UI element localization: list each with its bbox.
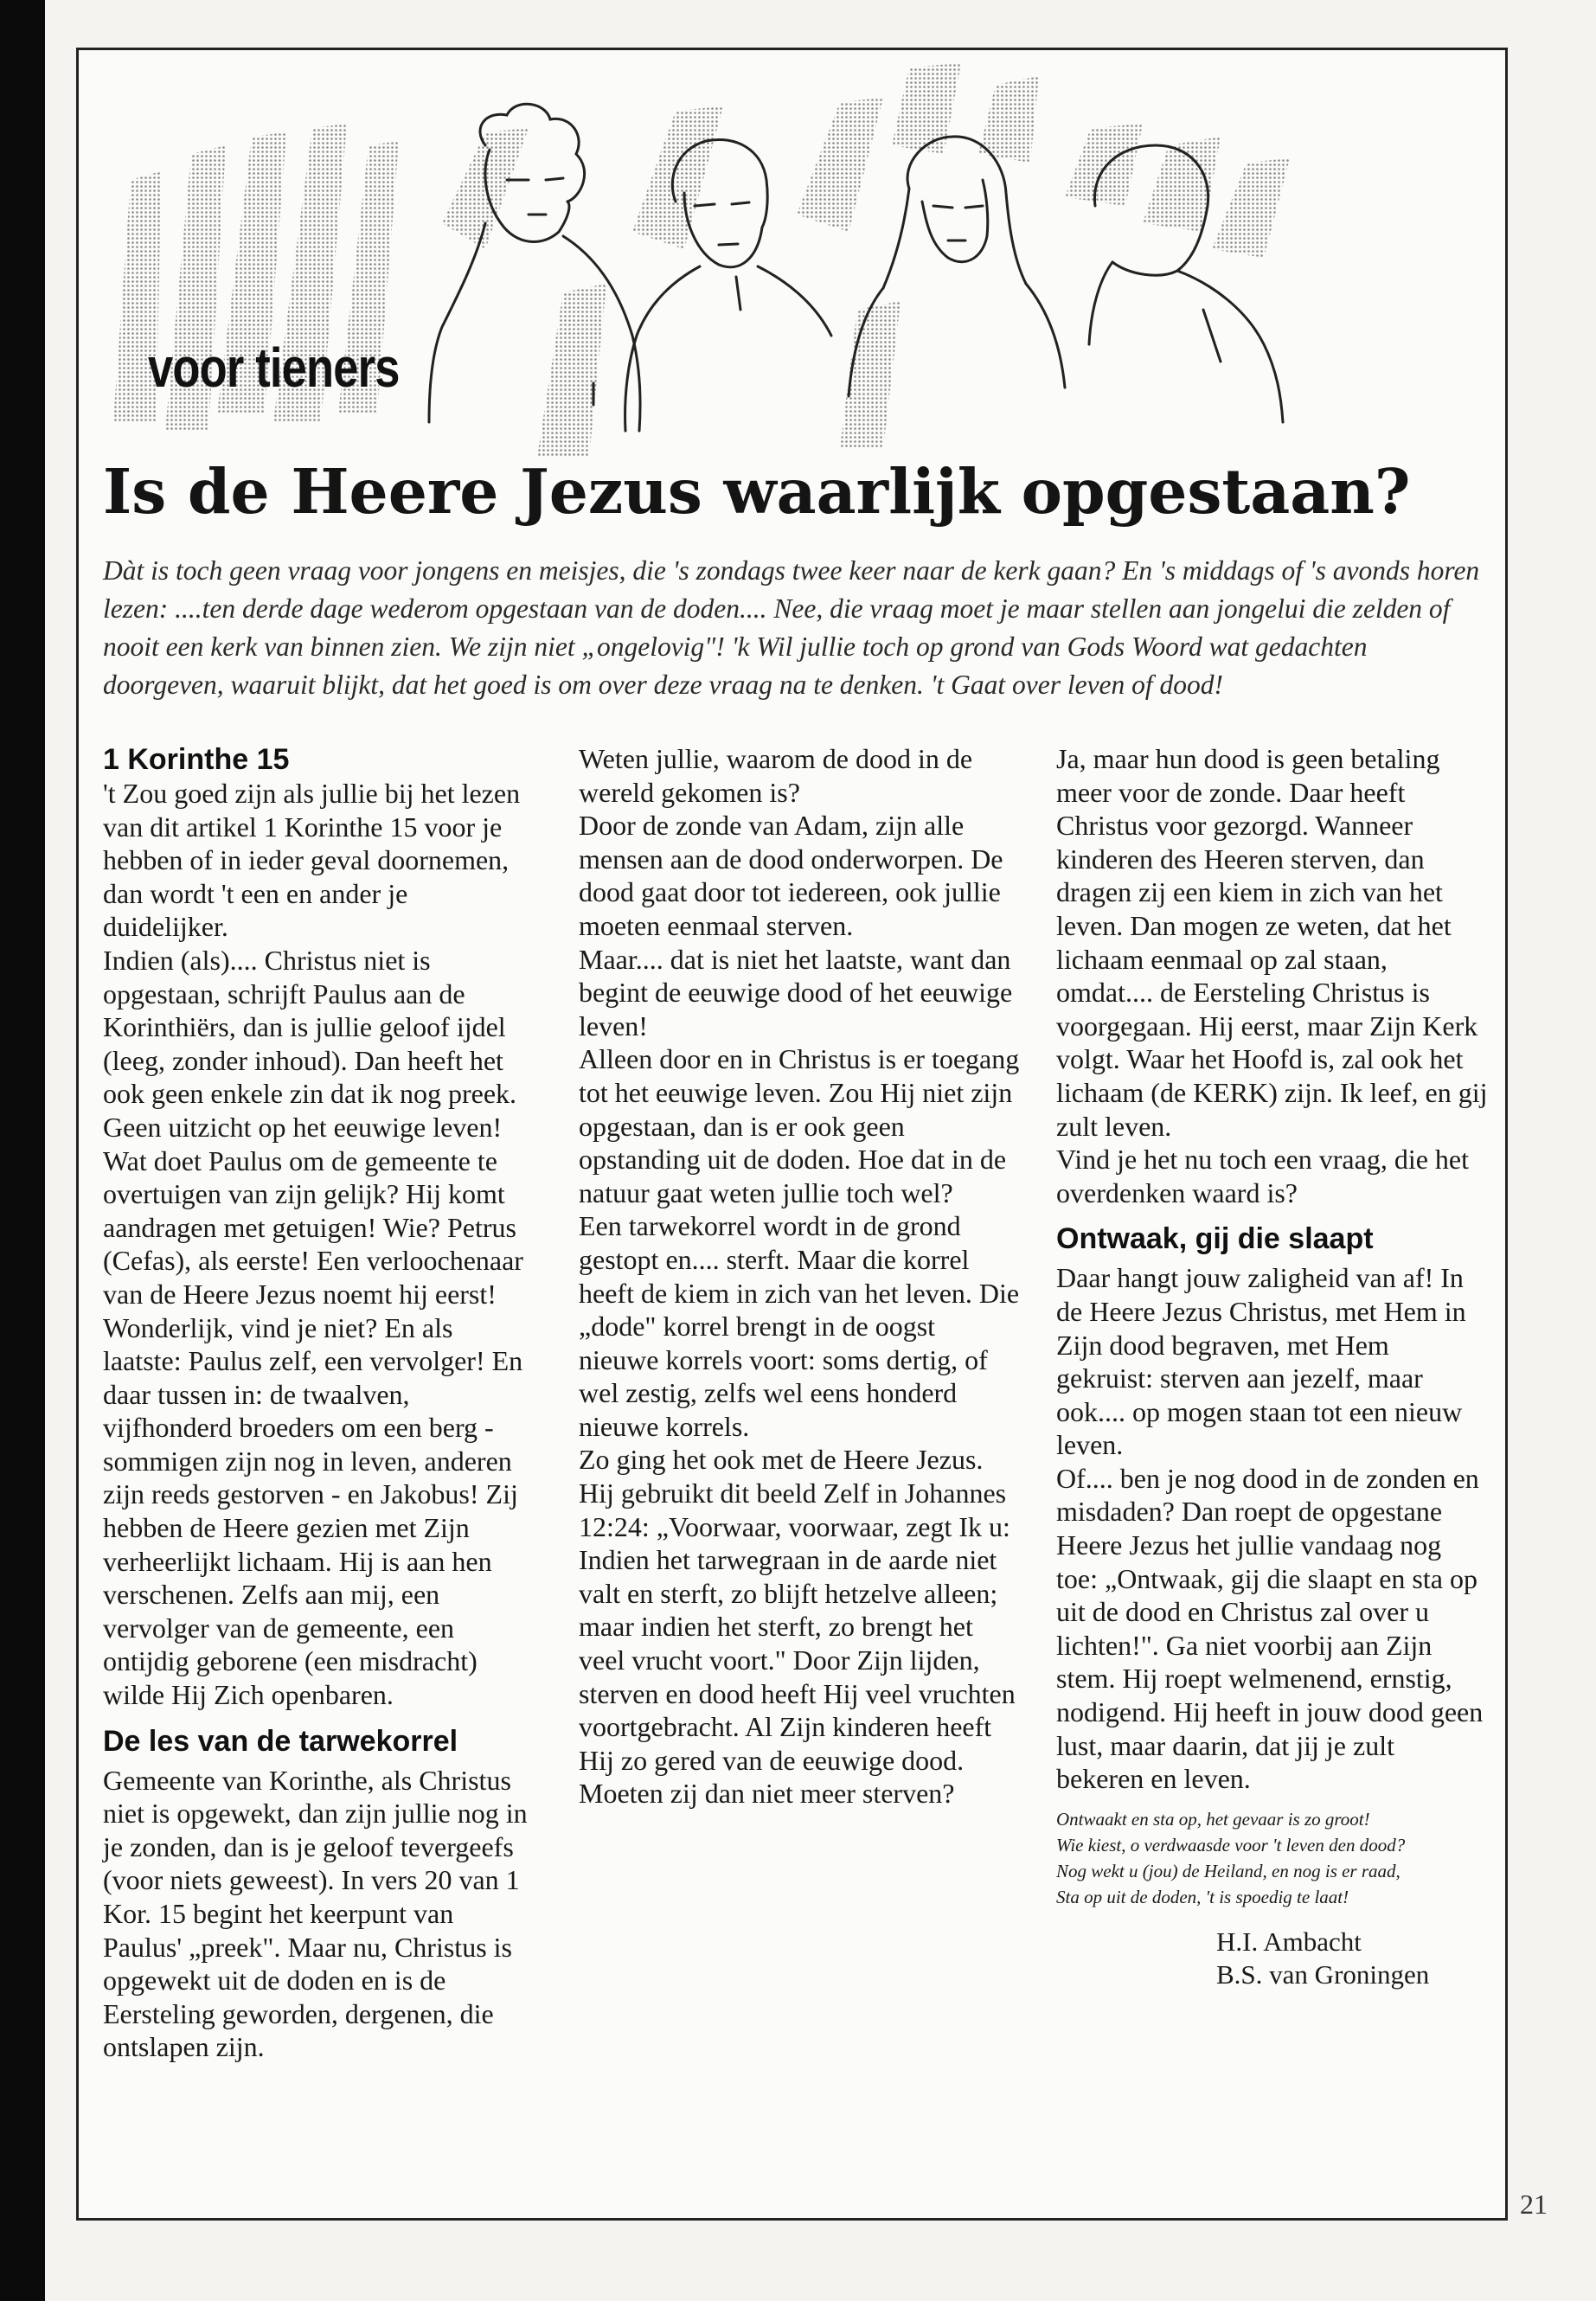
paragraph: Maar.... dat is niet het laatste, want dan begint de eeuwige dood of het eeuwige leven!: [579, 943, 1013, 1042]
article-title: Is de Heere Jezus waarlijk opgestaan?: [103, 455, 1411, 528]
column-2: [579, 742, 1022, 1811]
paragraph: Of.... ben je nog dood in de zonden en misdaden? Dan roept de opgestane Heere Jezus het jullie vandaag nog toe: „Ontwaak, gij die slaapt en sta op uit de dood en Christus zal over u lichten!". Ga niet voorbij aan Zijn stem. Hij roept welmenend, ernstig, nodigend. Hij heeft in jouw dood geen lust, maar daarin, dat jij je zult bekeren en leven.: [1056, 1462, 1484, 1795]
column-3: [1056, 742, 1489, 1991]
section-heading-tarwekorrel: De les van de tarwekorrel: [103, 1724, 458, 1758]
closing-poem: [1056, 1806, 1489, 1910]
article-intro: Dàt is toch geen vraag voor jongens en meisjes, die 's zondags twee keer naar de kerk gaan? En 's middags of 's avonds horen lezen: ....ten derde dage wederom opgestaan van de doden.... Nee, die vraag moet je maar stellen aan jongelui die zelden of nooit een kerk van binnen zien. We zijn niet „ongelovig"! 'k Wil jullie toch op grond van Gods Woord wat gedachten doorgeven, waaruit blijkt, dat het goed is om over deze vraag na te denken. 't Gaat over leven of dood!: [103, 555, 1480, 700]
poem-line: Ontwaakt en sta op, het gevaar is zo groot!: [1056, 1808, 1370, 1830]
paragraph: Indien (als).... Christus niet is opgestaan, schrijft Paulus aan de Korinthiërs, dan is jullie geloof ijdel (leeg, zonder inhoud). Dan heeft het ook geen enkele zin dat ik nog preek. Geen uitzicht op het eeuwige leven! Wat doet Paulus om de gemeente te overtuigen van zijn gelijk? Hij komt aandragen met getuigen! Wie? Petrus (Cefas), als eerste! Een verloochenaar van de Heere Jezus noemt hij eerst! Wonderlijk, vind je niet? En als laatste: Paulus zelf, een vervolger! En daar tussen in: de twaalven, vijfhonderd broeders om een berg - sommigen zijn nog in leven, anderen zijn reeds gestorven - en Jakobus! Zij hebben de Heere gezien met Zijn verheerlijkt lichaam. Hij is aan hen verschenen. Zelfs aan mij, een vervolger van de gemeente, een ontijdig geborene (een misdracht) wilde Hij Zich openbaren.: [103, 944, 523, 1711]
poem-line: Wie kiest, o verdwaasde voor 't leven den dood?: [1056, 1834, 1406, 1856]
paragraph: Alleen door en in Christus is er toegang tot het eeuwige leven. Zou Hij niet zijn opgestaan, dan is er ook geen opstanding uit de doden. Hoe dat in de natuur gaat weten jullie toch wel?: [579, 1043, 1020, 1208]
paragraph: Gemeente van Korinthe, als Christus niet is opgewekt, dan zijn jullie nog in je zonden, dan is je geloof tevergeefs (voor niets geweest). In vers 20 van 1 Kor. 15 begint het keerpunt van Paulus' „preek". Maar nu, Christus is opgewekt uit de doden en is de Eersteling geworden, dergenen, die ontslapen zijn.: [103, 1764, 528, 2063]
section-heading-ontwaak: Ontwaak, gij die slaapt: [1056, 1222, 1374, 1256]
author-line: H.I. Ambacht: [1216, 1926, 1362, 1957]
paragraph: Daar hangt jouw zaligheid van af! In de Heere Jezus Christus, met Hem in Zijn dood begraven, met Hem gekruist: sterven aan jezelf, maar ook.... op mogen staan tot een nieuw leven.: [1056, 1262, 1466, 1461]
page-number: 21: [1520, 2189, 1548, 2220]
poem-line: Sta op uit de doden, 't is spoedig te laat!: [1056, 1886, 1349, 1907]
paragraph: Moeten zij dan niet meer sterven?: [579, 1778, 955, 1810]
section-heading-1-korinthe-15: 1 Korinthe 15: [103, 743, 290, 776]
paragraph: Vind je het nu toch een vraag, die het overdenken waard is?: [1056, 1144, 1470, 1208]
column-1: [103, 742, 535, 2064]
article-frame: [76, 48, 1508, 2221]
paragraph: Ja, maar hun dood is geen betaling meer voor de zonde. Daar heeft Christus voor gezorgd. Wanneer kinderen des Heeren sterven, dan dragen zij een kiem in zich van het leven. Dan mogen ze weten, dat het lichaam eenmaal op zal staan, omdat.... de Eersteling Christus is voorgegaan. Hij eerst, maar Zijn Kerk volgt. Waar het Hoofd is, zal ook het lichaam (de KERK) zijn. Ik leef, en gij zult leven.: [1056, 743, 1488, 1142]
paragraph: Een tarwekorrel wordt in de grond gestopt en.... sterft. Maar die korrel heeft de kiem in zich van het leven. Die „dode" korrel brengt in de oogst nieuwe korrels voort: soms dertig, of wel zestig, zelfs wel eens honderd nieuwe korrels.: [579, 1210, 1020, 1442]
author-signature: [1056, 1926, 1489, 1991]
author-line: B.S. van Groningen: [1216, 1958, 1430, 1990]
paragraph: Door de zonde van Adam, zijn alle mensen aan de dood onderworpen. De dood gaat door tot iedereen, ook jullie moeten eenmaal sterven.: [579, 810, 1003, 941]
section-tag: voor tieners: [148, 336, 400, 399]
binding-edge: [0, 0, 45, 2301]
poem-line: Nog wekt u (jou) de Heiland, en nog is er raad,: [1056, 1860, 1401, 1881]
paragraph: Zo ging het ook met de Heere Jezus. Hij gebruikt dit beeld Zelf in Johannes 12:24: „Voorwaar, voorwaar, zegt Ik u: Indien het tarwegraan in de aarde niet valt en sterft, zo blijft hetzelve alleen; maar indien het sterft, zo brengt het veel vrucht voort." Door Zijn lijden, sterven en dood heeft Hij veel vruchten voortgebracht. Al Zijn kinderen heeft Hij zo gered van de eeuwige dood.: [579, 1444, 1016, 1776]
paragraph: 't Zou goed zijn als jullie bij het lezen van dit artikel 1 Korinthe 15 voor je hebben of in ieder geval doornemen, dan wordt 't een en ander je duidelijker.: [103, 778, 521, 943]
paragraph: Weten jullie, waarom de dood in de wereld gekomen is?: [579, 743, 973, 808]
